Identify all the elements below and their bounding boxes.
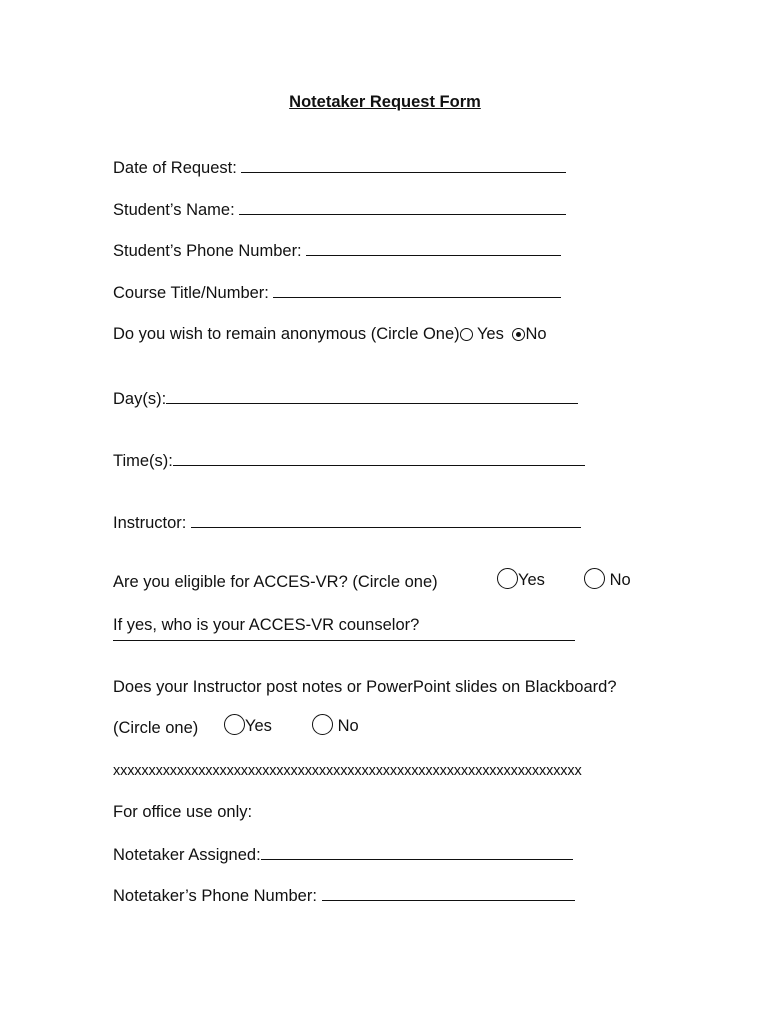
instructor-label: Instructor: bbox=[113, 514, 187, 532]
blackboard-question: Does your Instructor post notes or PowerPoint slides on Blackboard? bbox=[113, 678, 617, 696]
blackboard-yes-label: Yes bbox=[245, 717, 272, 735]
anonymous-yes-label: Yes bbox=[476, 325, 504, 343]
blackboard-circle-one: (Circle one) bbox=[113, 719, 199, 737]
form-title: Notetaker Request Form bbox=[289, 93, 481, 111]
anonymous-yes-radio[interactable] bbox=[460, 328, 473, 341]
date-of-request-field[interactable] bbox=[241, 157, 566, 173]
course-title-label: Course Title/Number: bbox=[113, 284, 269, 302]
date-of-request-row bbox=[113, 157, 566, 178]
acces-question: Are you eligible for ACCES-VR? (Circle one) bbox=[113, 573, 438, 591]
students-phone-label: Student’s Phone Number: bbox=[113, 242, 302, 260]
instructor-row bbox=[113, 512, 581, 533]
office-use-heading: For office use only: bbox=[113, 803, 253, 821]
times-row bbox=[113, 450, 585, 471]
acces-yes-label: Yes bbox=[518, 571, 545, 589]
acces-yes-radio[interactable] bbox=[497, 568, 518, 589]
notetaker-assigned-label: Notetaker Assigned: bbox=[113, 846, 261, 864]
acces-no-label: No bbox=[609, 571, 631, 589]
students-name-field[interactable] bbox=[239, 199, 566, 215]
course-title-row bbox=[113, 282, 561, 303]
blackboard-yes-radio[interactable] bbox=[224, 714, 245, 735]
separator-line: xxxxxxxxxxxxxxxxxxxxxxxxxxxxxxxxxxxxxxxxxxxxxxxxxxxxxxxxxxxxxxxxxx bbox=[113, 763, 582, 779]
acces-no-option bbox=[584, 568, 631, 592]
days-field[interactable] bbox=[166, 388, 578, 404]
acces-no-radio[interactable] bbox=[584, 568, 605, 589]
blackboard-no-option bbox=[312, 714, 359, 738]
times-label: Time(s): bbox=[113, 452, 173, 470]
notetaker-phone-field[interactable] bbox=[322, 885, 575, 901]
counselor-question: If yes, who is your ACCES-VR counselor? bbox=[113, 616, 420, 634]
notetaker-phone-row bbox=[113, 885, 575, 906]
anonymous-question: Do you wish to remain anonymous (Circle One) bbox=[113, 325, 460, 343]
course-title-field[interactable] bbox=[273, 282, 561, 298]
notetaker-phone-label: Notetaker’s Phone Number: bbox=[113, 887, 317, 905]
blackboard-no-label: No bbox=[337, 717, 359, 735]
days-label: Day(s): bbox=[113, 390, 167, 408]
anonymous-no-radio[interactable] bbox=[512, 328, 525, 341]
days-row bbox=[113, 388, 578, 409]
blackboard-no-radio[interactable] bbox=[312, 714, 333, 735]
counselor-field[interactable] bbox=[113, 640, 575, 641]
date-of-request-label: Date of Request: bbox=[113, 159, 237, 177]
anonymous-row bbox=[113, 324, 547, 344]
blackboard-yes-option bbox=[224, 714, 272, 738]
notetaker-assigned-field[interactable] bbox=[261, 844, 573, 860]
notetaker-assigned-row bbox=[113, 844, 573, 865]
students-name-label: Student’s Name: bbox=[113, 201, 235, 219]
students-phone-field[interactable] bbox=[306, 240, 561, 256]
students-name-row bbox=[113, 199, 566, 220]
acces-yes-option bbox=[497, 568, 545, 592]
instructor-field[interactable] bbox=[191, 512, 581, 528]
students-phone-row bbox=[113, 240, 561, 261]
times-field[interactable] bbox=[173, 450, 585, 466]
anonymous-no-label: No bbox=[525, 325, 547, 343]
